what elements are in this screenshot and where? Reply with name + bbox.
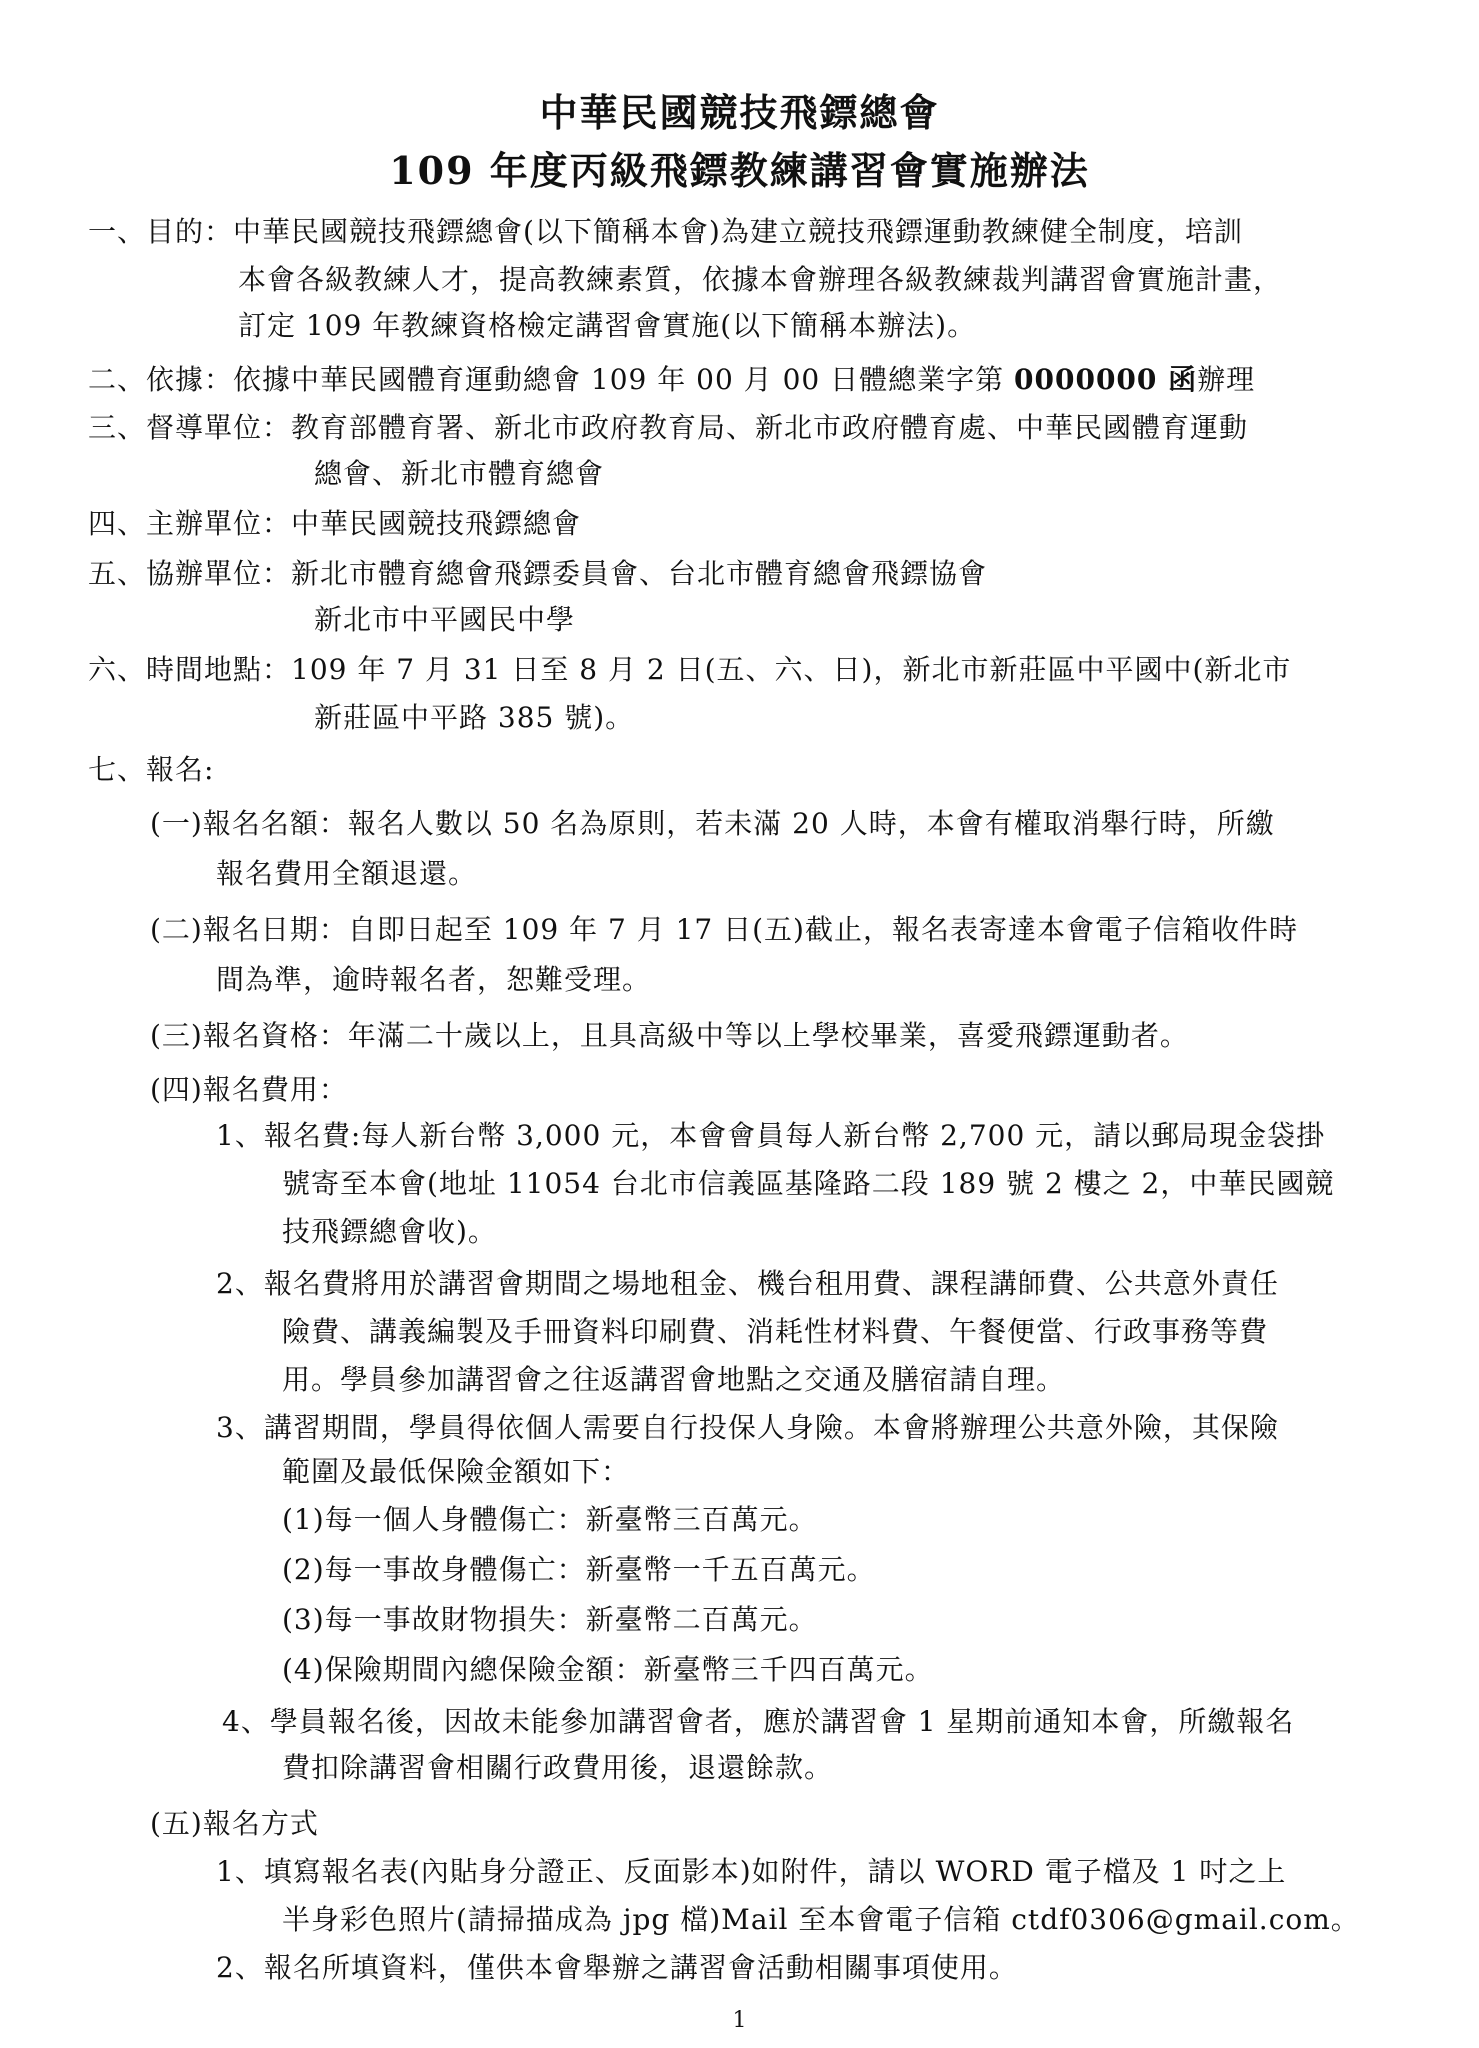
- deadline-line-2: 間為準，逾時報名者，恕難受理。: [216, 963, 652, 996]
- fee-item-1-line-1: 1、報名費:每人新台幣 3,000 元，本會會員每人新台幣 2,700 元，請以郵局現金袋掛: [216, 1119, 1326, 1152]
- insurance-item-4: (4)保險期間內總保險金額：新臺幣三千四百萬元。: [282, 1653, 934, 1686]
- co-organizer-line-1: 五、協辦單位：新北市體育總會飛鏢委員會、台北市體育總會飛鏢協會: [88, 557, 988, 590]
- quota-line-2: 報名費用全額退還。: [216, 857, 478, 890]
- insurance-item-3: (3)每一事故財物損失：新臺幣二百萬元。: [282, 1603, 818, 1636]
- organizer-line: 四、主辦單位：中華民國競技飛鏢總會: [88, 507, 582, 540]
- fee-item-2-line-1: 2、報名費將用於講習會期間之場地租金、機台租用費、課程講師費、公共意外責任: [216, 1267, 1279, 1300]
- fee-item-4-line-2: 費扣除講習會相關行政費用後，退還餘款。: [282, 1751, 834, 1784]
- eligibility-line: (三)報名資格：年滿二十歲以上，且具高級中等以上學校畢業，喜愛飛鏢運動者。: [150, 1019, 1189, 1052]
- fee-item-1-line-3: 技飛鏢總會收)。: [282, 1215, 497, 1248]
- quota-line-1: (一)報名名額：報名人數以 50 名為原則，若未滿 20 人時，本會有權取消舉行時，所繳: [150, 807, 1275, 840]
- purpose-line-2: 本會各級教練人才，提高教練素質，依據本會辦理各級教練裁判講習會實施計畫，: [238, 263, 1283, 296]
- method-heading: (五)報名方式: [150, 1807, 319, 1840]
- fee-item-2-line-2: 險費、講義編製及手冊資料印刷費、消耗性材料費、午餐便當、行政事務等費: [282, 1315, 1269, 1348]
- fee-item-3-line-2: 範圍及最低保險金額如下：: [282, 1455, 631, 1488]
- method-item-1-line-1: 1、填寫報名表(內貼身分證正、反面影本)如附件，請以 WORD 電子檔及 1 吋之上: [216, 1855, 1287, 1888]
- insurance-item-2: (2)每一事故身體傷亡：新臺幣一千五百萬元。: [282, 1553, 876, 1586]
- deadline-line-1: (二)報名日期：自即日起至 109 年 7 月 17 日(五)截止，報名表寄達本會電子信箱收件時: [150, 913, 1298, 946]
- org-title: 中華民國競技飛鏢總會: [539, 90, 940, 135]
- fee-item-2-line-3: 用。學員參加講習會之往返講習會地點之交通及膳宿請自理。: [282, 1363, 1066, 1396]
- purpose-line-3: 訂定 109 年教練資格檢定講習會實施(以下簡稱本辦法)。: [238, 309, 977, 342]
- registration-heading: 七、報名:: [88, 753, 215, 786]
- basis-line: [88, 362, 1255, 398]
- basis-suffix: 辦理: [1197, 363, 1256, 396]
- fee-item-1-line-2: 號寄至本會(地址 11054 台北市信義區基隆路二段 189 號 2 樓之 2，中華民國競: [282, 1167, 1335, 1200]
- document-number: 0000000 函: [1014, 363, 1198, 396]
- fee-item-3-line-1: 3、講習期間，學員得依個人需要自行投保人身險。本會將辦理公共意外險，其保險: [216, 1411, 1279, 1444]
- supervisor-line-2: 總會、新北市體育總會: [314, 457, 605, 490]
- insurance-item-1: (1)每一個人身體傷亡：新臺幣三百萬元。: [282, 1503, 818, 1536]
- time-place-line-2: 新莊區中平路 385 號)。: [314, 701, 635, 734]
- purpose-line-1: 一、目的：中華民國競技飛鏢總會(以下簡稱本會)為建立競技飛鏢運動教練健全制度，培訓: [88, 215, 1243, 248]
- page-number: 1: [732, 2008, 747, 2033]
- basis-text: 二、依據：依據中華民國體育運動總會 109 年 00 月 00 日體總業字第: [88, 363, 1015, 396]
- document-title: 109 年度丙級飛鏢教練講習會實施辦法: [389, 148, 1090, 193]
- fee-item-4-line-1: 4、學員報名後，因故未能參加講習會者，應於講習會 1 星期前通知本會，所繳報名: [222, 1705, 1295, 1738]
- time-place-line-1: 六、時間地點：109 年 7 月 31 日至 8 月 2 日(五、六、日)，新北市新莊區中平國中(新北市: [88, 653, 1292, 686]
- supervisor-line-1: 三、督導單位：教育部體育署、新北市政府教育局、新北市政府體育處、中華民國體育運動: [88, 411, 1249, 444]
- co-organizer-line-2: 新北市中平國民中學: [314, 603, 576, 636]
- method-item-2-line-1: 2、報名所填資料，僅供本會舉辦之講習會活動相關事項使用。: [216, 1951, 1018, 1984]
- method-item-1-line-2: 半身彩色照片(請掃描成為 jpg 檔)Mail 至本會電子信箱 ctdf0306@gmail.com。: [282, 1903, 1360, 1936]
- fee-heading: (四)報名費用：: [150, 1073, 348, 1106]
